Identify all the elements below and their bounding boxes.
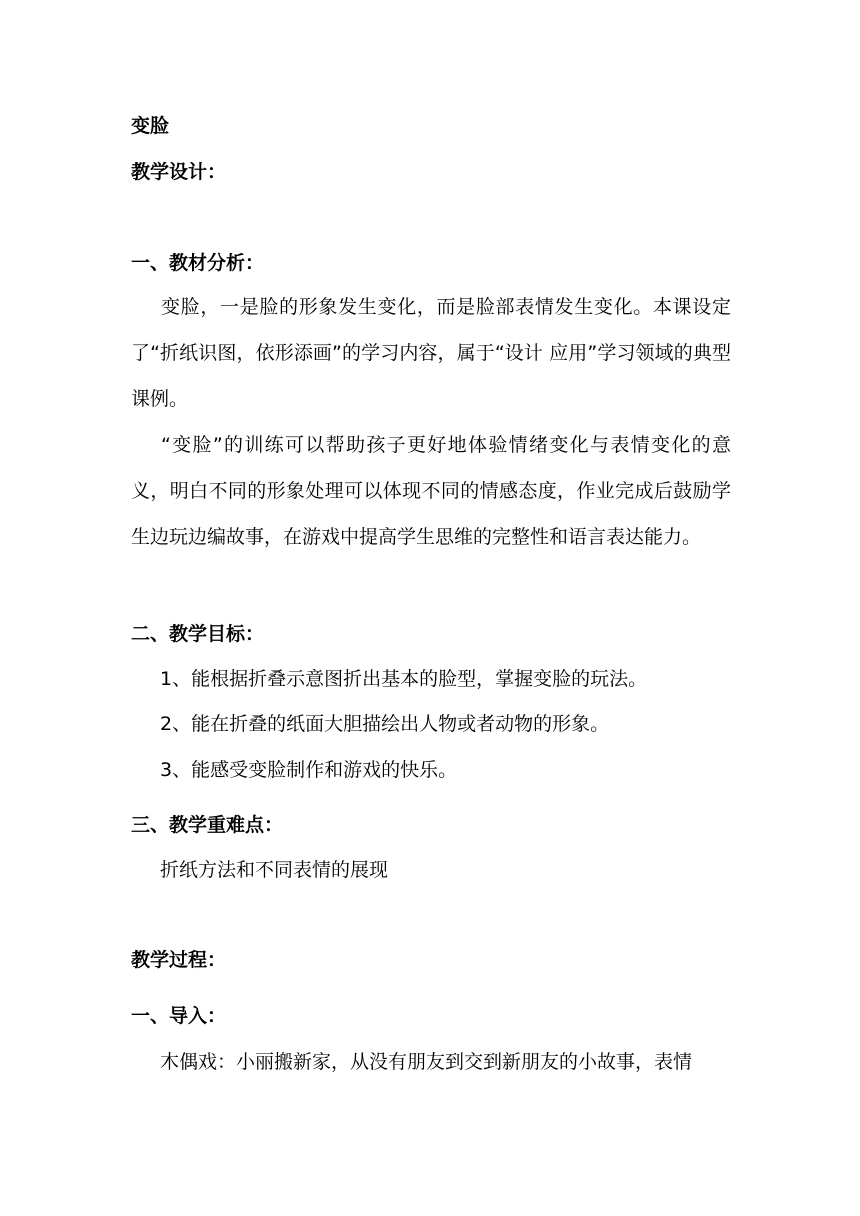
objective-item: 3、能感受变脸制作和游戏的快乐。 — [160, 759, 458, 781]
section-heading-introduction: 一、导入： — [131, 1005, 227, 1027]
document-title: 变脸 — [131, 115, 170, 137]
introduction-text: 木偶戏：小丽搬新家，从没有朋友到交到新朋友的小故事，表情 — [160, 1051, 693, 1073]
key-points-text: 折纸方法和不同表情的展现 — [160, 859, 389, 881]
objective-item: 2、能在折叠的纸面大胆描绘出人物或者动物的形象。 — [160, 713, 610, 735]
section-heading-material-analysis: 一、教材分析： — [131, 252, 265, 274]
paragraph-material-1: 变脸，一是脸的形象发生变化，而是脸部表情发生变化。本课设定了“折纸识图，依形添画”的学习内容，属于“设计 应用”学习领域的典型课例。 — [131, 296, 731, 410]
process-heading: 教学过程： — [131, 949, 227, 971]
section-heading-objectives: 二、教学目标： — [131, 623, 265, 645]
paragraph-material-2: “变脸”的训练可以帮助孩子更好地体验情绪变化与表情变化的意义，明白不同的形象处理可以体现不同的情感态度，作业完成后鼓励学生边玩边编故事，在游戏中提高学生思维的完整性和语言表达能力。 — [131, 434, 731, 548]
objective-item: 1、能根据折叠示意图折出基本的脸型，掌握变脸的玩法。 — [160, 668, 648, 690]
design-heading: 教学设计： — [131, 161, 227, 183]
section-heading-key-points: 三、教学重难点： — [131, 814, 284, 836]
